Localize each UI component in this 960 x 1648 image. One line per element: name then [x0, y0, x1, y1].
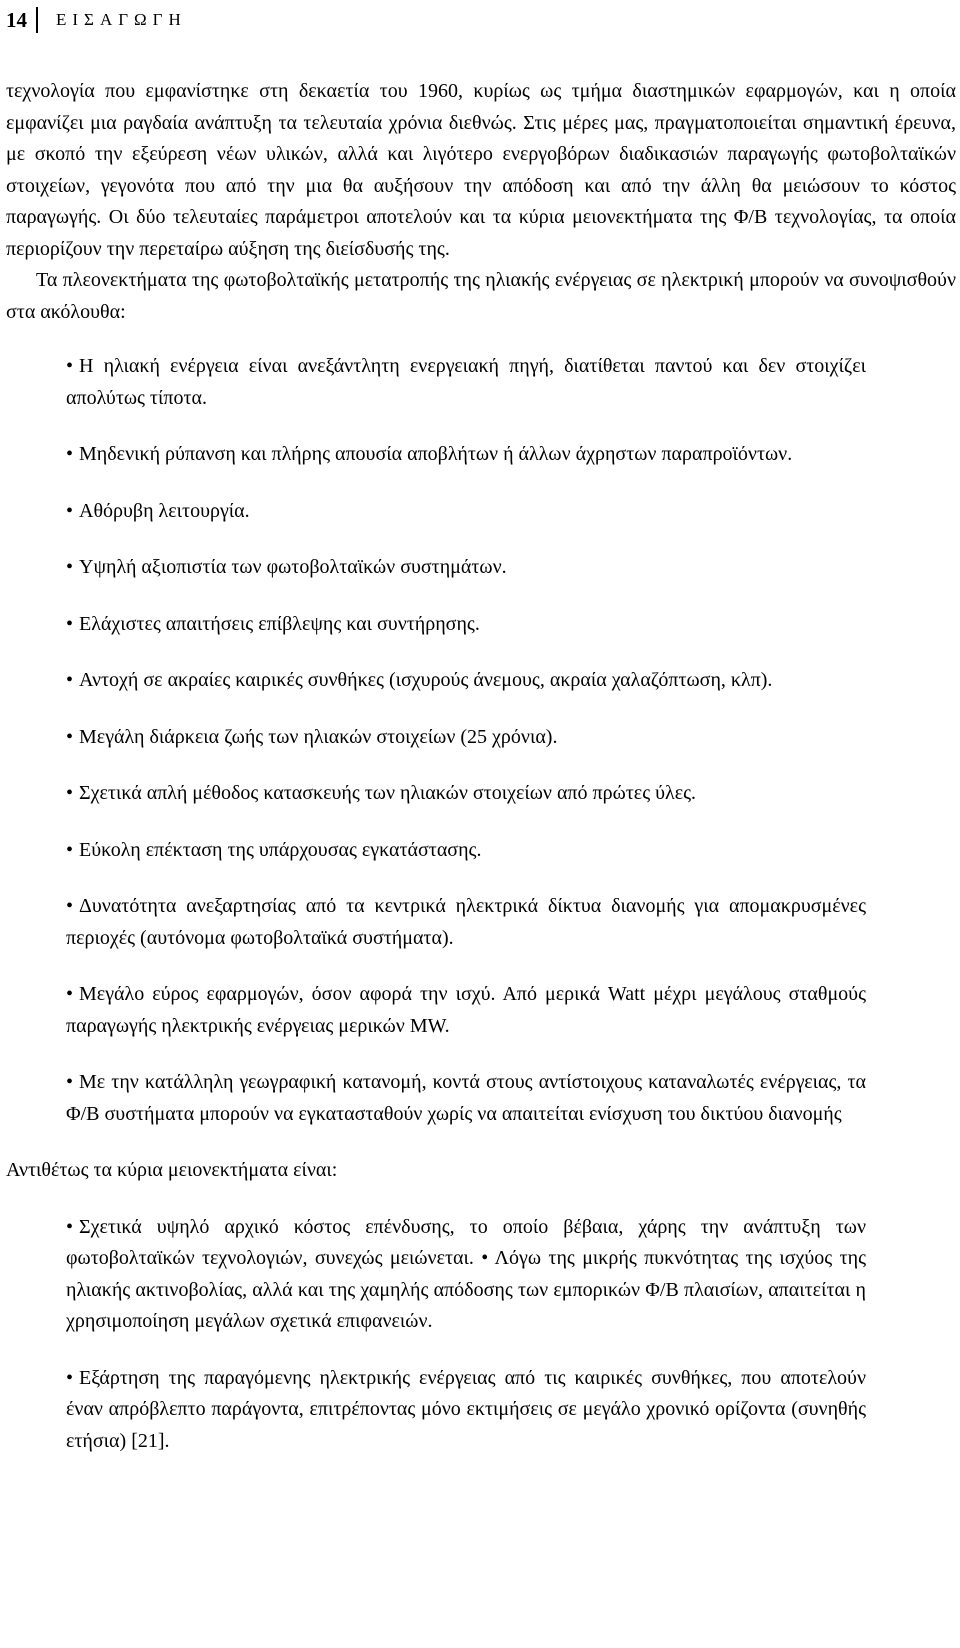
list-item-text: Με την κατάλληλη γεωγραφική κατανομή, κοντά στους αντίστοιχους καταναλωτές ενέργειας, τα Φ/Β συστήματα μπορούν να εγκατασταθούν χωρίς να απαιτείται ενίσχυση του δικτύου διανομής: [66, 1071, 866, 1125]
list-item: [66, 979, 956, 1042]
disadvantages-list: [6, 1212, 956, 1458]
bullet-icon: •: [66, 983, 74, 1005]
bullet-icon: •: [66, 1215, 74, 1238]
list-item: [66, 552, 956, 584]
list-item-text: Ελάχιστες απαιτήσεις επίβλεψης και συντήρησης.: [79, 612, 480, 635]
bullet-icon: •: [66, 669, 74, 691]
page-number: 14: [6, 7, 38, 33]
bullet-icon: •: [66, 355, 74, 377]
bullet-icon: •: [66, 499, 74, 522]
list-item-text: Αντοχή σε ακραίες καιρικές συνθήκες (ισχυρούς άνεμους, ακραία χαλαζόπτωση, κλπ).: [79, 669, 773, 691]
bullet-icon: •: [66, 1366, 74, 1389]
list-item-text: Αθόρυβη λειτουργία.: [79, 499, 250, 522]
page-header: [6, 4, 187, 36]
list-item: [66, 496, 956, 528]
intro-paragraph: τεχνολογία που εμφανίστηκε στη δεκαετία του 1960, κυρίως ως τμήμα διαστημικών εφαρμογών, και η οποία εμφανίζει μια ραγδαία ανάπτυξη τα τελευταία χρόνια διεθνώς. Στις μέρες μας, πραγματοποιείται σημαντική έρευνα, με σκοπό την εξεύρεση νέων υλικών, αλλά και λιγότερο ενεργοβόρων διαδικασιών παραγωγής φωτοβολταϊκών στοιχείων, γεγονότα που από την μια θα αυξήσουν την απόδοση και από την άλλη θα μειώσουν το κόστος παραγωγής. Οι δύο τελευταίες παράμετροι αποτελούν και τα κύρια μειονεκτήματα της Φ/Β τεχνολογίας, τα οποία περιορίζουν την περεταίρω αύξηση της διείσδυσής της.: [6, 80, 956, 260]
list-item: [66, 835, 956, 867]
list-item: [66, 891, 956, 954]
body-text: [6, 76, 956, 1482]
bullet-icon: •: [66, 895, 74, 917]
list-item-text: Δυνατότητα ανεξαρτησίας από τα κεντρικά ηλεκτρικά δίκτυα διανομής για απομακρυσμένες περιοχές (αυτόνομα φωτοβολταϊκά συστήματα).: [66, 895, 866, 949]
bullet-icon: •: [66, 1071, 74, 1093]
list-item-text: Σχετικά υψηλό αρχικό κόστος επένδυσης, το οποίο βέβαια, χάρης την ανάπτυξη των φωτοβολταϊκών τεχνολογιών, συνεχώς μειώνεται. • Λόγω της μικρής πυκνότητας της ισχύος της ηλιακής ακτινοβολίας, αλλά και της χαμηλής απόδοσης των εμπορικών Φ/Β πλαισίων, απαιτείται η χρησιμοποίηση μεγάλων σχετικά επιφανειών.: [66, 1215, 866, 1332]
list-item-text: Σχετικά απλή μέθοδος κατασκευής των ηλιακών στοιχείων από πρώτες ύλες.: [79, 782, 697, 804]
list-item-text: Εύκολη επέκταση της υπάρχουσας εγκατάστασης.: [79, 838, 482, 861]
bullet-icon: •: [66, 612, 74, 635]
bullet-icon: •: [66, 782, 74, 804]
list-item: [66, 609, 956, 641]
list-item: [66, 1363, 956, 1458]
bullet-icon: •: [66, 556, 74, 578]
list-item-text: Υψηλή αξιοπιστία των φωτοβολταϊκών συστημάτων.: [79, 556, 507, 578]
list-item-text: Μηδενική ρύπανση και πλήρης απουσία αποβλήτων ή άλλων άχρηστων παραπροϊόντων.: [79, 443, 793, 465]
bullet-icon: •: [66, 838, 74, 861]
bullet-icon: •: [66, 443, 74, 465]
list-item-text: Μεγάλη διάρκεια ζωής των ηλιακών στοιχείων (25 χρόνια).: [79, 725, 558, 748]
list-item-text: Εξάρτηση της παραγόμενης ηλεκτρικής ενέργειας από τις καιρικές συνθήκες, που αποτελούν έναν απρόβλεπτο παράγοντα, επιτρέποντας μόνο εκτιμήσεις σε μεγάλο χρονικό ορίζοντα (συνηθής ετήσια) [21].: [66, 1366, 866, 1452]
disadvantages-intro: Αντιθέτως τα κύρια μειονεκτήματα είναι:: [6, 1159, 338, 1181]
list-item: [66, 1212, 956, 1338]
list-item-text: Μεγάλο εύρος εφαρμογών, όσον αφορά την ισχύ. Από μερικά Watt μέχρι μεγάλους σταθμούς παραγωγής ηλεκτρικής ενέργειας μερικών MW.: [66, 983, 866, 1037]
running-head: ΕΙΣΑΓΩΓΗ: [56, 10, 187, 29]
list-item: [66, 439, 956, 471]
list-item: [66, 1067, 956, 1130]
bullet-icon: •: [66, 725, 74, 748]
advantages-list: [6, 351, 956, 1130]
list-item: [66, 351, 956, 414]
list-item: [66, 778, 956, 810]
list-item: [66, 665, 956, 697]
list-item-text: Η ηλιακή ενέργεια είναι ανεξάντλητη ενεργειακή πηγή, διατίθεται παντού και δεν στοιχίζει απολύτως τίποτα.: [66, 355, 866, 409]
list-item: [66, 722, 956, 754]
advantages-intro-paragraph: Τα πλεονεκτήματα της φωτοβολταϊκής μετατροπής της ηλιακής ενέργειας σε ηλεκτρική μπορούν να συνοψισθούν στα ακόλουθα:: [6, 269, 956, 323]
